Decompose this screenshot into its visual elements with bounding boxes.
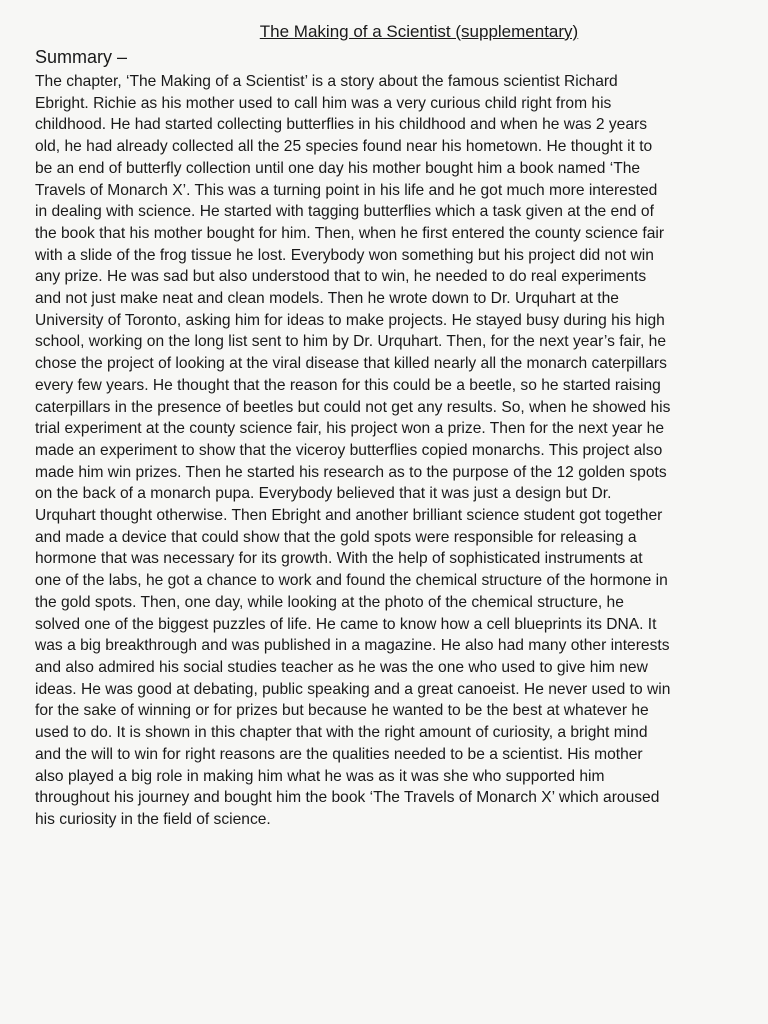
paragraph-line: caterpillars in the presence of beetles but could not get any results. So, when he showed his: [35, 398, 671, 416]
paragraph-line: solved one of the biggest puzzles of life. He came to know how a cell blueprints its DNA. It: [35, 615, 657, 633]
paragraph-line: made an experiment to show that the viceroy butterflies copied monarchs. This project also: [35, 441, 663, 459]
document-title: The Making of a Scientist (supplementary): [259, 22, 579, 41]
paragraph-line: one of the labs, he got a chance to work and found the chemical structure of the hormone in: [35, 572, 668, 590]
paragraph-line: also played a big role in making him what he was as it was she who supported him: [35, 767, 605, 785]
paragraph-line: any prize. He was sad but also understood that to win, he needed to do real experiments: [35, 268, 647, 286]
paragraph-line: and also admired his social studies teacher as he was the one who used to give him new: [35, 658, 648, 676]
paragraph-line: and not just make neat and clean models. Then he wrote down to Dr. Urquhart at the: [35, 290, 619, 308]
paragraph-line: old, he had already collected all the 25 species found near his hometown. He thought it to: [35, 138, 653, 156]
summary-heading: Summary –: [35, 47, 128, 67]
paragraph-line: Ebright. Richie as his mother used to call him was a very curious child right from his: [35, 94, 612, 112]
paragraph-line: the gold spots. Then, one day, while looking at the photo of the chemical structure, he: [35, 593, 624, 611]
paragraph-line: chose the project of looking at the viral disease that killed nearly all the monarch caterpillars: [35, 355, 667, 373]
paragraph-line: Travels of Monarch X’. This was a turning point in his life and he got much more interested: [35, 181, 658, 199]
paragraph-line: for the sake of winning or for prizes but because he wanted to be the best at whatever he: [35, 702, 649, 720]
paragraph-line: The chapter, ‘The Making of a Scientist’ is a story about the famous scientist Richard: [35, 73, 618, 90]
paragraph-line: hormone that was necessary for its growth. With the help of sophisticated instruments at: [35, 550, 643, 568]
paragraph-line: ideas. He was good at debating, public speaking and a great canoeist. He never used to win: [35, 680, 671, 698]
paragraph-line: was a big breakthrough and was published in a magazine. He also had many other interests: [35, 637, 670, 655]
paragraph-line: childhood. He had started collecting butterflies in his childhood and when he was 2 years: [35, 116, 647, 134]
paragraph-line: throughout his journey and bought him the book ‘The Travels of Monarch X’ which aroused: [35, 789, 660, 807]
paragraph-line: trial experiment at the county science fair, his project won a prize. Then for the next year he: [35, 420, 664, 438]
paragraph-line: made him win prizes. Then he started his research as to the purpose of the 12 golden spots: [35, 463, 667, 481]
paragraph-line: the book that his mother bought for him. Then, when he first entered the county science fair: [35, 224, 665, 242]
summary-paragraph: [35, 71, 733, 831]
paragraph-line: in dealing with science. He started with tagging butterflies which a task given at the end of: [35, 203, 654, 221]
paragraph-line: his curiosity in the field of science.: [35, 810, 271, 828]
paragraph-line: used to do. It is shown in this chapter that with the right amount of curiosity, a bright mind: [35, 724, 648, 742]
paragraph-line: and the will to win for right reasons are the qualities needed to be a scientist. His mother: [35, 745, 643, 763]
paragraph-line: with a slide of the frog tissue he lost. Everybody won something but his project did not win: [35, 246, 654, 264]
paragraph-line: school, working on the long list sent to him by Dr. Urquhart. Then, for the next year’s fair, he: [35, 333, 667, 351]
paragraph-line: be an end of butterfly collection until one day his mother bought him a book named ‘The: [35, 159, 641, 177]
paragraph-line: University of Toronto, asking him for ideas to make projects. He stayed busy during his high: [35, 311, 665, 329]
paragraph-line: and made a device that could show that the gold spots were responsible for releasing a: [35, 528, 637, 546]
paragraph-line: Urquhart thought otherwise. Then Ebright and another brilliant science student got together: [35, 507, 663, 525]
paragraph-line: every few years. He thought that the reason for this could be a beetle, so he started raising: [35, 376, 661, 394]
paragraph-line: on the back of a monarch pupa. Everybody believed that it was just a design but Dr.: [35, 485, 612, 503]
